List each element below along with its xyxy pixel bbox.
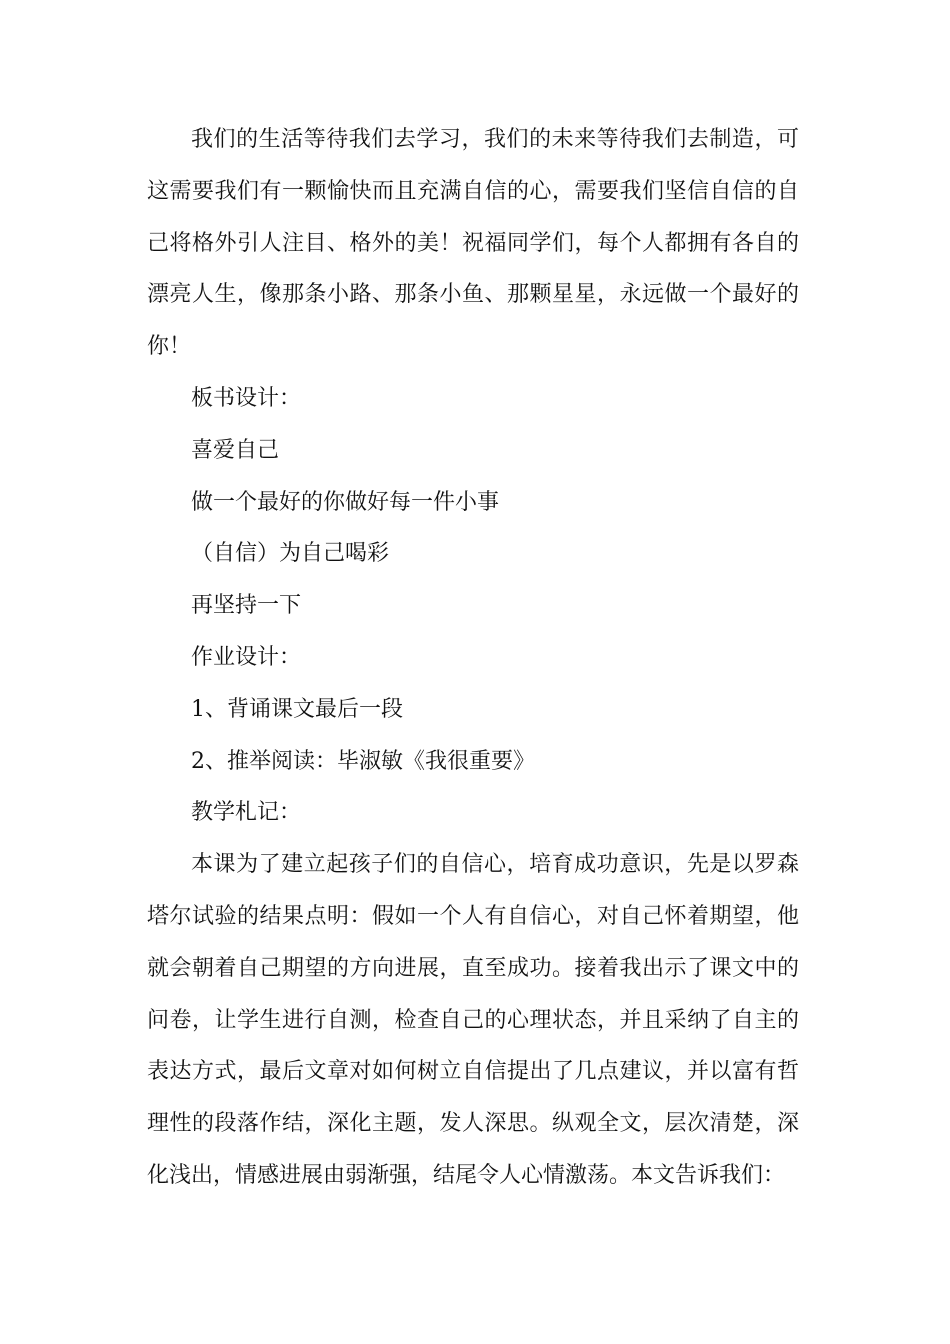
heading-board-design: 板书设计： bbox=[191, 385, 302, 411]
board-line-do-your-best: 做一个最好的你做好每一件小事 bbox=[191, 489, 500, 515]
document-page bbox=[147, 114, 799, 1202]
board-line-persist: 再坚持一下 bbox=[191, 593, 302, 619]
homework-item-1: 1、背诵课文最后一段 bbox=[191, 696, 403, 722]
board-line-love-yourself: 喜爱自己 bbox=[191, 437, 280, 463]
board-line-cheer-yourself: （自信）为自己喝彩 bbox=[191, 541, 390, 567]
homework-item-2: 2、推举阅读：毕淑敏《我很重要》 bbox=[191, 748, 535, 774]
paragraph-closing-message: 我们的生活等待我们去学习，我们的未来等待我们去制造，可这需要我们有一颗愉快而且充满自信的心，需要我们坚信自信的自己将格外引人注目、格外的美！祝福同学们，每个人都拥有各自的漂亮人生，像那条小路、那条小鱼、那颗星星，永远做一个最好的你！ bbox=[147, 127, 799, 360]
heading-teaching-notes: 教学札记： bbox=[191, 800, 302, 826]
paragraph-teaching-notes: 本课为了建立起孩子们的自信心，培育成功意识，先是以罗森塔尔试验的结果点明：假如一个人有自信心，对自己怀着期望，他就会朝着自己期望的方向进展，直至成功。接着我出示了课文中的问卷，让学生进行自测，检查自己的心理状态，并且采纳了自主的表达方式，最后文章对如何树立自信提出了几点建议，并以富有哲理性的段落作结，深化主题，发人深思。纵观全文，层次清楚，深化浅出，情感进展由弱渐强，结尾令人心情激荡。本文告诉我们： bbox=[147, 852, 799, 1188]
heading-homework-design: 作业设计： bbox=[191, 644, 302, 670]
